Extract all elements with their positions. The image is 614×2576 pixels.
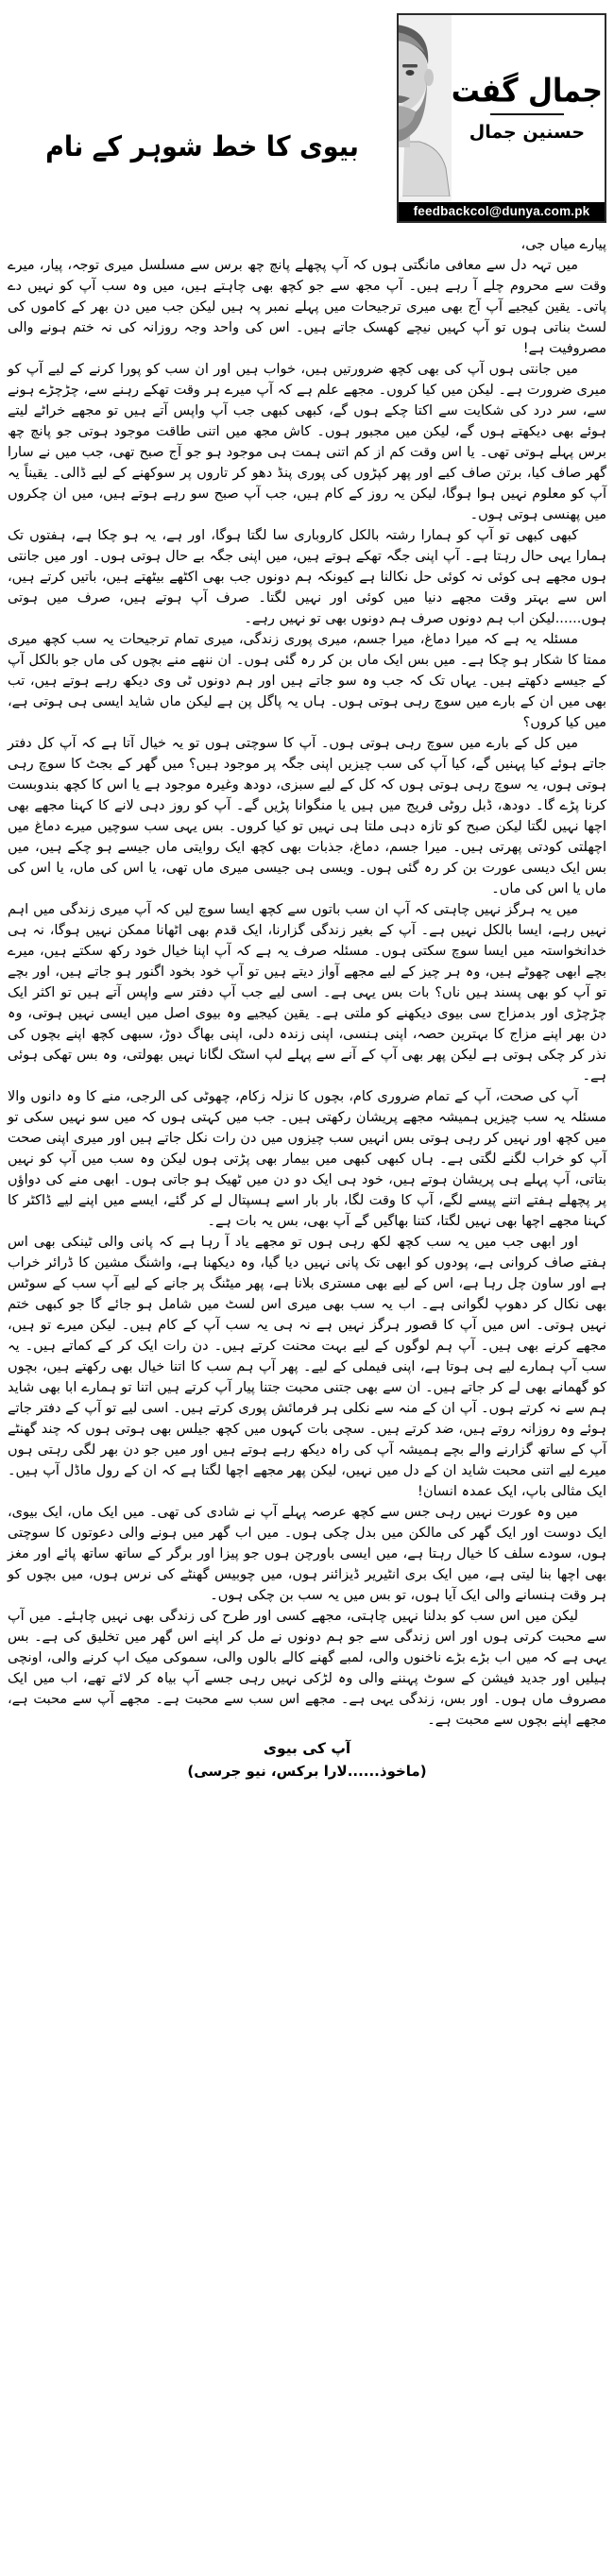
masthead-top [399,15,605,202]
article-paragraph: کبھی کبھی تو آپ کو ہمارا رشتہ بالکل کاروباری سا لگتا ہوگا، اور ہے، یہ ہو چکا ہے، ہفتوں تک ہمارا یہی حال رہتا ہے۔ آپ اپنی جگہ تھکے ہوتے ہیں، میں اپنی جگہ بے حال ہوتی ہوں۔ اور میں جانتی ہوں مجھے ہی کوئی نہ کوئی حل نکالنا ہے کیونکہ ہم دونوں جب بھی اکٹھے بیٹھتے ہیں، باتیں کرتے ہیں، اس سے بہتر وقت مجھے دنیا میں کوئی اور نہیں لگتا۔ صرف آپ ہوتے ہیں، صرف میں ہوتی ہوں......لیکن اب ہم دونوں صرف ہم دونوں بھی تو نہیں رہے۔ [8,528,606,626]
signature: آپ کی بیوی [263,1740,351,1757]
attribution-line: (ماخوذ......لارا برکس، نیو جرسی) [187,1763,427,1780]
feedback-email: feedbackcol@dunya.com.pk [399,202,605,221]
author-portrait-illustration [399,15,452,196]
title-area [8,13,397,223]
logo-divider [490,113,564,115]
article-paragraph: میں یہ ہرگز نہیں چاہتی کہ آپ ان سب باتوں سے کچھ ایسا سوچ لیں کہ آپ میری زندگی میں اہم نہیں رہے، ایسا بالکل نہیں ہے۔ آپ کے بغیر زندگی گزارنا، ایک قدم بھی اٹھانا ممکن نہیں ہوگا، نہ ہی خدانخواستہ میں ایسا سوچ سکتی ہوں۔ مسئلہ صرف یہ ہے کہ آپ اپنا خیال خود رکھ سکتے ہیں، میرے بچے ابھی چھوٹے ہیں، وہ ہر چیز کے لیے مجھے آواز دیتے ہیں تو آپ خود بخود اگنور ہو جاتے ہیں، اور بچے تو آپ کو بھی پسند ہیں ناں؟ بات بس یہی ہے۔ اسی لیے جب آپ دفتر سے واپس آتے ہیں تو اکثر ایک چڑچڑی اور بدمزاج سی بیوی دیکھنے کو ملتی ہے۔ یقین کیجیے وہ بیوی اصل میں ایسی نہیں ہوتی، وہ دن بھر اپنے مزاج کا بہترین حصہ، اپنی ہنسی، اپنی زندہ دلی، اپنی بھاگ دوڑ، سبھی کچھ اپنے بچوں کی نذر کر چکی ہوتی ہے لیکن پھر بھی آپ کے آنے سے پہلے لپ اسٹک لگانا نہیں بھولتی، وہ بس تھکی ہوئی ہے۔ [8,902,606,1083]
author-photo [399,15,452,202]
article-paragraph: آپ کی صحت، آپ کے تمام ضروری کام، بچوں کا نزلہ زکام، چھوٹی کی الرجی، منے کا وہ دانوں والا مسئلہ یہ سب چیزیں ہمیشہ مجھے پریشان رکھتی ہیں۔ جب میں کہتی ہوں کہ میں سو نہیں سکی تو میں کچھ اور نہیں کر رہی ہوتی بس انہیں سب چیزوں میں دن رات نکل جاتے ہیں اور میری اپنی صحت آپ کو خراب لگنے لگتی ہے۔ ہاں کبھی کبھی میں بیمار بھی پڑتی ہوں لیکن وہ سب میں آپ کو نہیں بتاتی، آپ پہلے ہی پریشان ہوتے ہیں، خود ہی ایک دو دن میں ٹھیک ہو جاتی ہوں۔ ابھی منے کی دواؤں پر پچھلے ہفتے اتنے پیسے لگے، آپ کا وقت لگا، بار بار اسے ہسپتال لے کر گئے، ایسے میں اپنے لیے ڈاکٹر کا کہنا مجھے اچھا بھی نہیں لگتا، کتنا بھاگیں گے آپ بھی، بس یہ بات ہے۔ [8,1089,606,1229]
masthead-left [452,15,605,202]
article-body [8,234,606,1731]
article-paragraph: میں جانتی ہوں آپ کی بھی کچھ ضرورتیں ہیں، خواب ہیں اور ان سب کو پورا کرنے کے لیے آپ کو میری ضرورت ہے۔ لیکن میں کیا کروں۔ مجھے علم ہے کہ آپ میرے ہر وقت تھکے رہنے سے، چڑچڑے ہونے سے، سر درد کی شکایت سے اکتا چکے ہوں گے، کبھی کبھی جب آپ واپس آتے ہیں تو مجھے خراٹے لیتے ہوئے بھی دیکھتے ہوں گے، لیکن میں مجبور ہوں۔ کاش مجھ میں اتنی طاقت موجود ہوتی جو پانچ چھ برس پہلے ہوتی تھی۔ یا اس وقت کم از کم اتنی ہمت ہی موجود ہو جو آج صبح تھی، جب میں نے سارا گھر صاف کیا، برتن صاف کیے اور پھر کپڑوں کی پوری پنڈ دھو کر تاروں پر سوکھنے کے لیے ڈالی۔ یقیناً یہ آپ کو معلوم نہیں ہوا ہوگا، لیکن یہ روز کے کام ہیں، جب آپ صبح سو رہے ہوتے ہیں، میں ان چکروں میں پھنسی ہوتی ہوں۔ [8,362,606,522]
article-paragraph: لیکن میں اس سب کو بدلنا نہیں چاہتی، مجھے کسی اور طرح کی زندگی بھی نہیں چاہئے۔ میں آپ سے محبت کرتی ہوں اور اس زندگی سے جو ہم دونوں نے مل کر اپنے اس گھر میں تخلیق کی ہے۔ بس یہی ہے کہ میں اب بڑے بڑے ناخنوں والی، لمبے گھنے کالے بالوں والی، سموکی میک اپ کرنے والی، اونچی ہیلیں اور جدید فیشن کے سوٹ پہننے والی وہ لڑکی نہیں رہی جسے آپ بیاہ کر لائے تھے، اب میں ایک مصروف ماں ہوں۔ اور بس، زندگی یہی ہے۔ مجھے اس سب سے محبت ہے۔ مجھے آپ سے محبت ہے، مجھے اپنے بچوں سے محبت ہے۔ [8,1609,606,1728]
article-paragraph: مسئلہ یہ ہے کہ میرا دماغ، میرا جسم، میری پوری زندگی، میری تمام ترجیحات یہ سب کچھ میری ممتا کا شکار ہو چکا ہے۔ میں بس ایک ماں بن کر رہ گئی ہوں۔ ان ننھے منے بچوں کی ماں جو بالکل آپ کے جیسے دکھتے ہیں۔ یہاں تک کہ جب وہ سو جاتے ہیں اور ہم دونوں ٹی وی دیکھ رہے ہوتے ہیں، تب بھی میں ان کے بارے میں سوچ رہی ہوتی ہوں۔ ہاں یہ پاگل پن ہے لیکن ماں شاید ایسی ہی ہوتی ہے، میں کیا کروں؟ [8,632,606,730]
article-paragraph: میں کل کے بارے میں سوچ رہی ہوتی ہوں۔ آپ کا سوچتی ہوں تو یہ خیال آتا ہے کہ آپ کل دفتر جاتے ہوئے کیا پہنیں گے، کیا آپ کی سب چیزیں اپنی جگہ پر موجود ہیں؟ میں گھر کے بجٹ کا سوچ رہی ہوتی ہوں، یہ سوچ رہی ہوتی ہوں کہ کل کے لیے سبزی، دودھ وغیرہ موجود ہے یا اس کا کچھ بندوبست کرنا پڑے گا۔ دودھ، ڈبل روٹی فریج میں ہیں یا منگوانا پڑیں گے۔ آپ کو روز دہی لانے کا کہنا مجھے بھی اچھا نہیں لگتا لیکن صبح کو تازہ دہی ملتا ہی نہیں تو کیا کروں۔ بس یہی سب سوچیں میرے دماغ میں اچھلتی کودتی پھرتی ہیں۔ میرا جسم، دماغ، جذبات بھی کچھ ایک روایتی ماں جیسے ہو چکے ہیں، میں بس ایک دیسی عورت بن کر رہ گئی ہوں۔ ویسی ہی جیسی میری ماں تھی، یا اس کی ماں، یا اس کی ماں یا اس کی ماں۔ [8,736,606,896]
article-paragraph: اور ابھی جب میں یہ سب کچھ لکھ رہی ہوں تو مجھے یاد آ رہا ہے کہ پانی والی ٹینکی بھی اس ہفتے صاف کروانی ہے، پودوں کو ابھی تک پانی نہیں دیا گیا، وہ دیکھنا ہے، واشنگ مشین کا ڈرائر خراب ہے اور ساون چل رہا ہے، اس کے لیے بھی مستری بلانا ہے، پھر میٹنگ پر جانے کے لیے آپ سب کے سوٹس بھی نکال کر دھوپ لگوانی ہے۔ اب یہ سب بھی میری اس لسٹ میں شامل ہو جائے گا جو کبھی ختم نہیں ہوتی۔ اس میں آپ کا قصور ہرگز نہیں ہے نہ ہی یہ سب آپ کے کام ہیں۔ لیکن میرے تو ہیں، مجھے کرنے بھی ہیں۔ آپ ہم لوگوں کے لیے بہت محنت کرتے ہیں۔ دن رات ایک کر کے کماتے ہیں۔ یہ سب آپ ہمارے لیے ہی ہوتا ہے، اپنی فیملی کے لیے۔ پھر آپ ہم سب کا اتنا خیال بھی رکھتے ہیں، بچوں کو گھمانے بھی لے کر جاتے ہیں۔ ان سے بھی جتنی محبت جتنا پیار آپ کرتے ہیں اتنا تو ہمارے ابا بھی شاید ہم سے نہ کرتے ہوں۔ آپ ان کے منہ سے نکلی ہر فرمائش پوری کرتے ہیں۔ اسی لیے تو آپ کے دفتر جاتے ہوئے وہ روزانہ روتے ہیں، ضد کرتے ہیں۔ سچی بات کہوں میں کچھ جیلس بھی ہوتی ہوں کہ چند گھنٹے آپ کے ساتھ گزارنے والے بچے ہمیشہ آپ کی راہ دیکھ رہے ہوتے ہیں اور میں جو دن بھر لگی رہتی ہوں میرے لیے اتنی محبت شاید ان کے دل میں نہیں، لیکن پھر مجھے اچھا لگتا ہے کہ ان کے رول ماڈل آپ ہیں۔ ایک مثالی باپ، ایک عمدہ انسان! [8,1235,606,1499]
column-logo-calligraphy: جمال گفت [451,72,603,111]
article-paragraph: میں وہ عورت نہیں رہی جس سے کچھ عرصہ پہلے آپ نے شادی کی تھی۔ میں ایک ماں، ایک بیوی، ایک دوست اور ایک گھر کی مالکن میں بدل چکی ہوں۔ میں اب گھر میں ہونے والی دعوتوں کا سوچتی ہوں، سودے سلف کا خیال رہتا ہے، میں ایسی باورچن ہوں جو پیزا اور برگر کے ساتھ ساتھ پائے اور مغز بھی اچھا بنا لیتی ہے، میں ایک بری انٹیریر ڈیزائنر ہوں، میں چوبیس گھنٹے کی نرس ہوں، میں بچوں کو ہر وقت ہنسانے والی ایک آیا ہوں، تو بس میں یہ سب بن چکی ہوں۔ [8,1505,606,1603]
author-name: حسنین جمال [469,121,586,143]
article-title: بیوی کا خط شوہر کے نام [45,129,359,163]
header [8,0,606,223]
article-paragraph: میں تہہ دل سے معافی مانگتی ہوں کہ آپ پچھلے پانچ چھ برس سے مسلسل میری توجہ، پیار، میرے وقت سے محروم چلے آ رہے ہیں۔ آپ مجھ سے جو کچھ بھی چاہتے ہیں، میں وہ سب آپ کو نہیں دے پاتی۔ یقین کیجیے آپ آج بھی میری ترجیحات میں پہلے نمبر پہ ہیں لیکن جب میں دن بھر کے کاموں کی لسٹ بناتی ہوں تو آپ کہیں نیچے کھسک جاتے ہیں۔ اس کی واحد وجہ روزانہ کی نہ ختم ہونے والی مصروفیت ہے! [8,258,606,356]
column-masthead-box [397,13,606,223]
salutation-line: پیارے میاں جی، [520,237,606,252]
